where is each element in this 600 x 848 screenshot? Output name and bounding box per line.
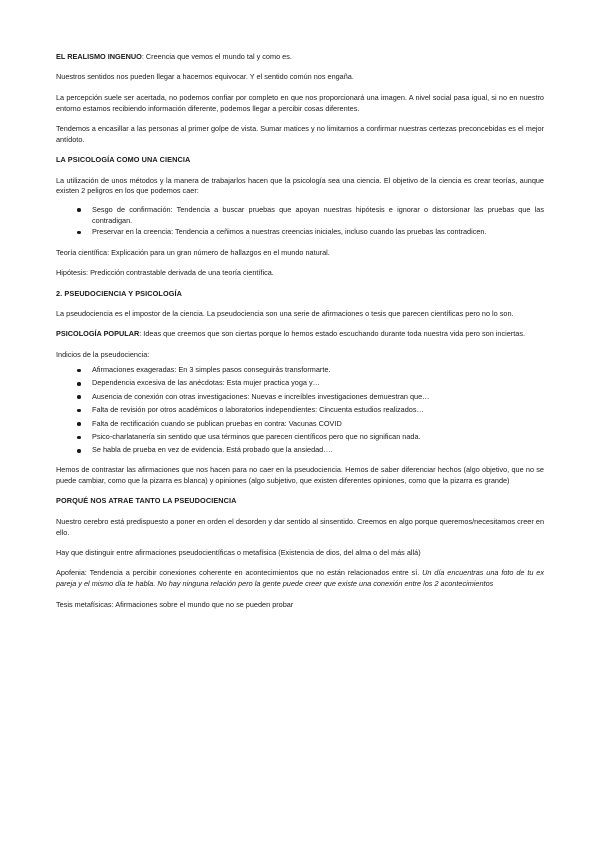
- popular-paragraph: [56, 329, 544, 340]
- realismo-text: : Creencia que vemos el mundo tal y como es.: [141, 52, 292, 61]
- realismo-paragraph: [56, 52, 544, 63]
- cerebro-paragraph: Nuestro cerebro está predispuesto a poner en orden el desorden y dar sentido al sinsentido. Creemos en algo porque queremos/necesitamos creer en ello.: [56, 516, 544, 537]
- list-item: Dependencia excesiva de las anécdotas: Esta mujer practica yoga y…: [92, 378, 544, 388]
- peligros-list: [56, 205, 544, 238]
- indicios-list: [56, 365, 544, 456]
- list-item: Ausencia de conexión con otras investigaciones: Nuevas e increíbles investigaciones demuestran que…: [92, 392, 544, 402]
- apofenia-text: Apofenia: Tendencia a percibir conexiones coherente en acontecimientos que no están relacionados entre sí.: [56, 568, 423, 578]
- apofenia-paragraph: [56, 568, 544, 590]
- realismo-label: EL REALISMO INGENUO: [56, 52, 142, 61]
- tesis-paragraph: Tesis metafísicas: Afirmaciones sobre el mundo que no se pueden probar: [56, 599, 294, 609]
- list-item: Sesgo de confirmación: Tendencia a buscar pruebas que apoyan nuestras hipótesis e ignorar o distorsionar las pruebas que las contradigan.: [92, 204, 544, 225]
- impostor-paragraph: La pseudociencia es el impostor de la ciencia. La pseudociencia son una serie de afirmaciones o tesis que parecen científicas pero no lo son.: [56, 308, 514, 318]
- teoria-paragraph: Teoría científica: Explicación para un gran número de hallazgos en el mundo natural.: [56, 247, 330, 257]
- apofenia-example: Un día encuentras una foto de tu ex pareja y el mismo día te habla. No hay ninguna relación pero la gente puede creer que existe una conexión entre los 2 acontecimientos: [56, 568, 544, 589]
- heading-psicologia-ciencia: LA PSICOLOGÍA COMO UNA CIENCIA: [56, 155, 191, 165]
- list-item: Falta de revisión por otros académicos o laboratorios independientes: Cincuenta estudios realizados…: [92, 405, 544, 415]
- encasillar-paragraph: Tendemos a encasillar a las personas al primer golpe de vista. Sumar matices y no limitarnos a confirmar nuestras certezas preconcebidas es el mejor antídoto.: [56, 123, 544, 144]
- metodos-paragraph: La utilización de unos métodos y la manera de trabajarlos hacen que la psicología sea una ciencia. El objetivo de la ciencia es crear teorías, aunque existen 2 peligros en los que podemos caer:: [56, 175, 544, 196]
- list-item: Psico-charlatanería sin sentido que usa términos que parecen científicos pero que no significan nada.: [92, 432, 544, 442]
- percepcion-paragraph: La percepción suele ser acertada, no podemos confiar por completo en que nos proporcionará una imagen. A nivel social pasa igual, si no en nuestro entorno estamos recibiendo información diferente, podemos llegar a percibir cosas diferentes.: [56, 92, 544, 113]
- popular-label: PSICOLOGÍA POPULAR: [56, 329, 140, 339]
- heading-pseudociencia: 2. PSEUDOCIENCIA Y PSICOLOGÍA: [56, 288, 183, 298]
- heading-atrae-pseudociencia: PORQUÉ NOS ATRAE TANTO LA PSEUDOCIENCIA: [56, 496, 237, 506]
- list-item: Preservar en la creencia: Tendencia a ceñimos a nuestras creencias iniciales, incluso cuando las pruebas las contradicen.: [92, 227, 544, 238]
- indicios-intro: Indicios de la pseudociencia:: [56, 349, 150, 359]
- list-item: Se habla de prueba en vez de evidencia. Está probado que la ansiedad….: [92, 445, 544, 455]
- contrastar-paragraph: Hemos de contrastar las afirmaciones que nos hacen para no caer en la pseudociencia. Hemos de saber diferenciar hechos (algo objetivo, que no se puede cambiar, como que la pizarra es blanca) y opiniones (algo subjetivo, que existen diferentes opiniones, como que la pizarra es grande): [56, 465, 544, 485]
- list-item: Falta de rectificación cuando se publican pruebas en contra: Vacunas COVID: [92, 419, 544, 429]
- distinguir-paragraph: Hay que distinguir entre afirmaciones pseudocientíficas o metafísica (Existencia de dios, del alma o del más allá): [56, 547, 421, 557]
- hipotesis-paragraph: Hipótesis: Predicción contrastable derivada de una teoría científica.: [56, 268, 274, 278]
- popular-text: : Ideas que creemos que son ciertas porque lo hemos estado escuchando durante toda nuestra vida pero son inciertas.: [139, 329, 526, 339]
- sentidos-paragraph: Nuestros sentidos nos pueden llegar a hacernos equivocar. Y el sentido común nos engaña.: [56, 72, 354, 82]
- list-item: Afirmaciones exageradas: En 3 simples pasos conseguirás transformarte.: [92, 365, 544, 375]
